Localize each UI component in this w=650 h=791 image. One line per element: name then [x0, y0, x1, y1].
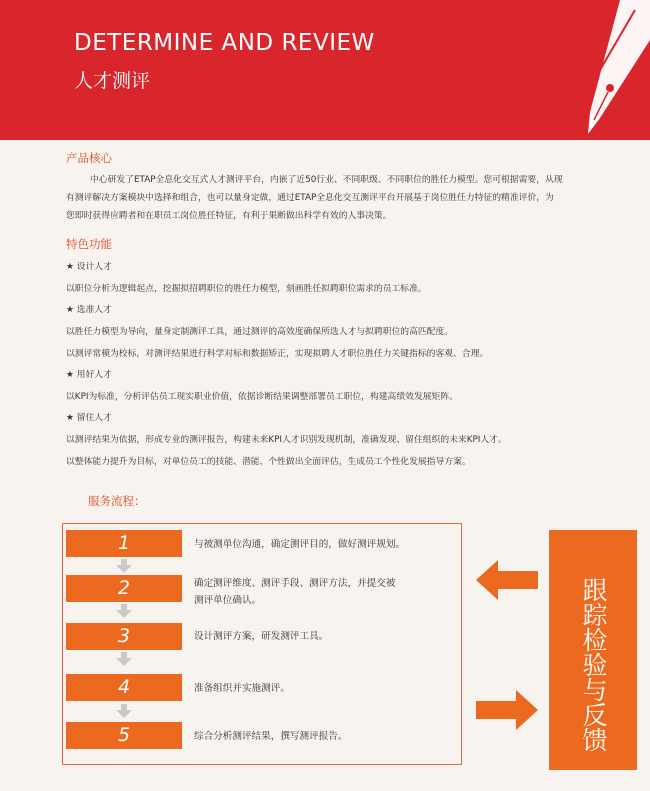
step-4-text: 准备组织并实施测评。 — [194, 683, 290, 694]
step-5-bar — [66, 722, 182, 749]
step-5-text: 综合分析测评结果，撰写测评报告。 — [194, 731, 348, 742]
step-3-text: 设计测评方案，研发测评工具。 — [194, 631, 329, 642]
process-heading: 服务流程： — [88, 494, 146, 508]
core-line-2: 有测评解决方案模块中选择和组合，也可以量身定做，通过ETAP全息化交互测评平台开展基于岗位胜任力特征的精准评价，为 — [66, 193, 554, 203]
step-1-bar — [66, 530, 182, 557]
step-2-text: 确定测评维度、测评手段、测评方法，并提交被 测评单位确认。 — [194, 578, 396, 606]
step-2-number: 2 — [117, 577, 131, 599]
step-1-number: 1 — [117, 532, 131, 554]
step-3-number: 3 — [117, 625, 131, 647]
step-2-bar — [66, 575, 182, 602]
feature-line-7: 以KPI为标准，分析评估员工现实职业价值，依据诊断结果调整部署员工职位，构建高绩效发展矩阵。 — [66, 392, 458, 402]
feature-line-6: ★ 用好人才 — [66, 370, 112, 380]
core-line-3: 您即时获得应聘者和在职员工岗位胜任特征，有利于果断做出科学有效的人事决策。 — [66, 211, 392, 221]
down-arrow-icon — [116, 559, 132, 573]
step-3-bar — [66, 623, 182, 650]
step-5-number: 5 — [117, 724, 131, 746]
feature-line-4: 以胜任力模型为导向，量身定制测评工具，通过测评的高效度确保所选人才与拟聘职位的高匹配度。 — [66, 327, 454, 337]
right-arrow-icon — [476, 690, 538, 730]
core-heading: 产品核心 — [66, 151, 112, 165]
fountain-pen-icon — [560, 0, 650, 140]
feature-line-9: 以测评结果为依据，形成专业的测评报告，构建未来KPI人才识别发现机制，准确发现、留住组织的未来KPI人才。 — [66, 435, 507, 445]
feature-line-5: 以测评常模为校标，对测评结果进行科学对标和数据矫正，实现拟聘人才职位胜任力关键指标的客观、合理。 — [66, 349, 489, 359]
feature-line-3: ★ 选准人才 — [66, 305, 112, 315]
feature-line-2: 以职位分析为逻辑起点，挖掘拟招聘职位的胜任力模型，刻画胜任拟聘职位需求的员工标准。 — [66, 284, 427, 294]
page-title: DETERMINE AND REVIEW — [74, 30, 375, 56]
page-subtitle: 人才测评 — [74, 70, 151, 92]
step-4-bar — [66, 674, 182, 701]
feedback-label: 跟踪检验与反馈 — [579, 576, 608, 752]
feature-line-1: ★ 设计人才 — [66, 262, 112, 272]
left-arrow-icon — [476, 560, 538, 600]
header-banner — [0, 0, 650, 140]
core-line-1: 中心研发了ETAP全息化交互式人才测评平台，内嵌了近50行业、不同职级、不同职位的胜任力模型。您可根据需要，从现 — [90, 175, 563, 185]
feature-line-8: ★ 留住人才 — [66, 413, 112, 423]
down-arrow-icon — [116, 652, 132, 666]
features-heading: 特色功能 — [66, 237, 112, 251]
feature-line-10: 以整体能力提升为目标，对单位员工的技能、潜能、个性做出全面评估，生成员工个性化发展指导方案。 — [66, 457, 471, 467]
feedback-box — [549, 530, 637, 770]
step-4-number: 4 — [117, 676, 131, 698]
down-arrow-icon — [116, 704, 132, 718]
step-1-text: 与被测单位沟通，确定测评目的，做好测评规划。 — [194, 539, 406, 550]
down-arrow-icon — [116, 604, 132, 618]
